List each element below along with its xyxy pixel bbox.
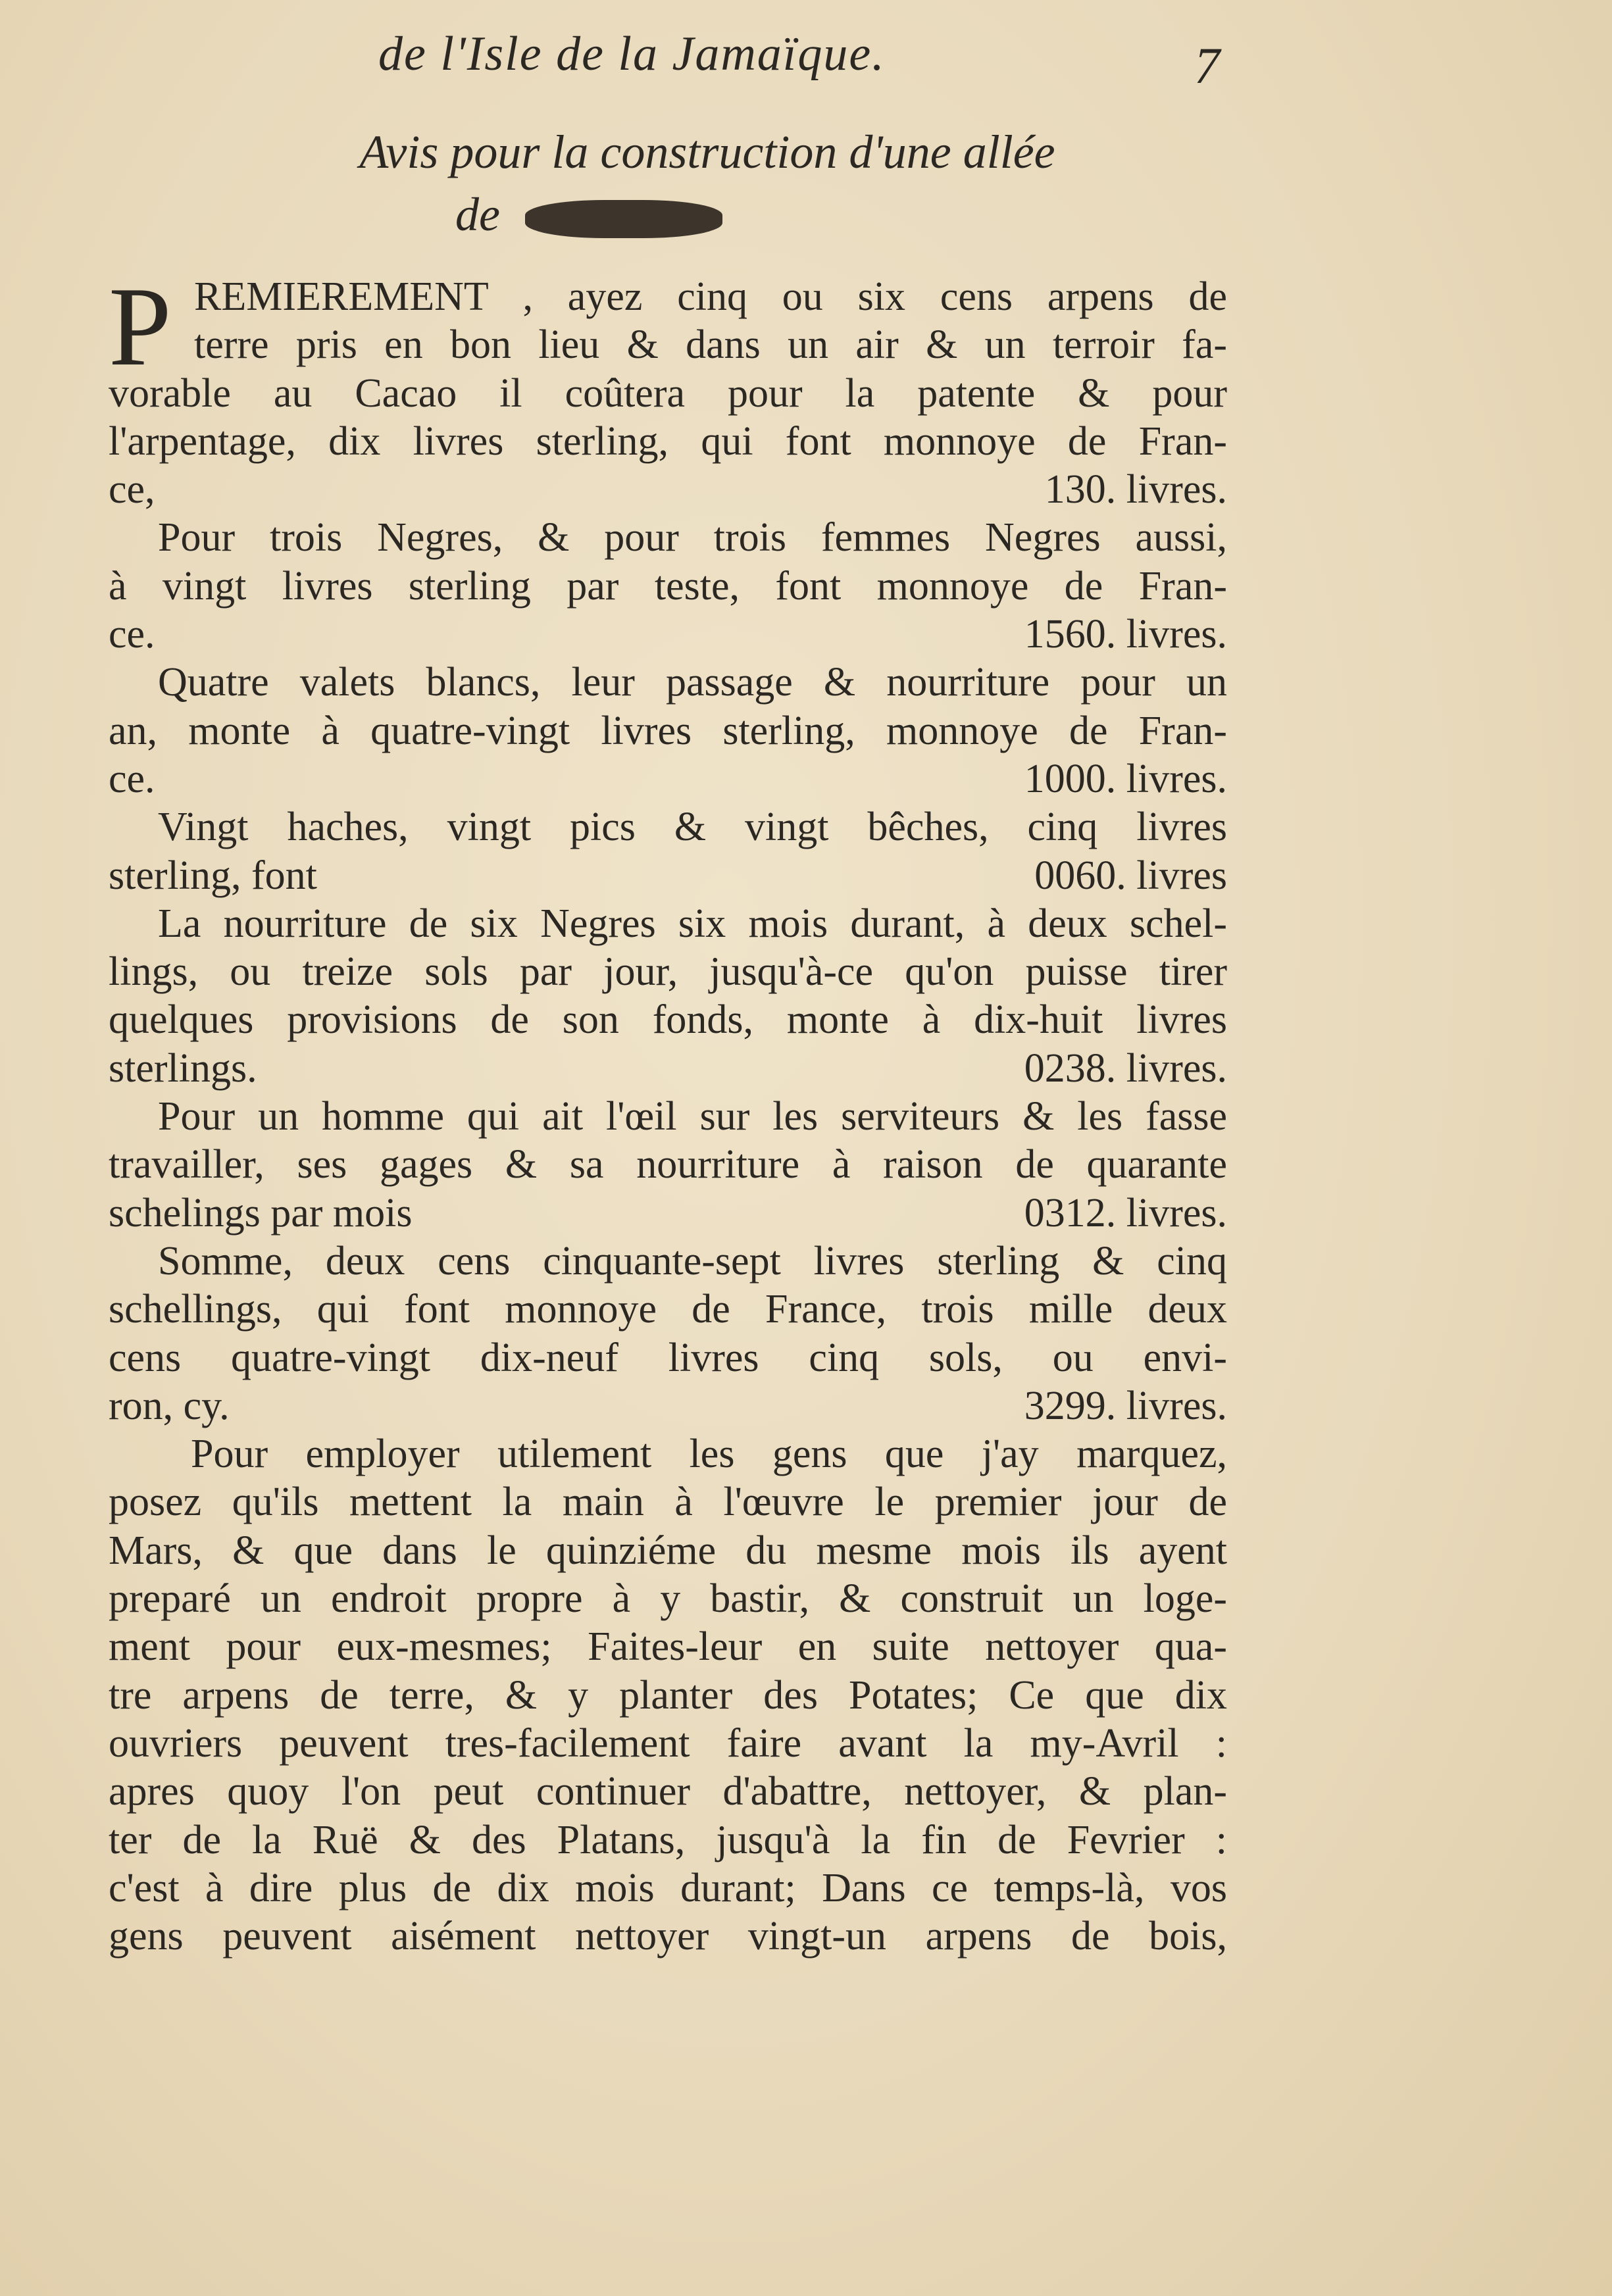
text-line: quelques provisions de son fonds, monte à dix-huit livres — [109, 997, 1227, 1043]
text-line: ce, 130. livres. — [109, 466, 1227, 514]
text-line: ce. 1000. livres. — [109, 755, 1227, 803]
text-line: Mars, & que dans le quinziéme du mesme mois ils ayent — [109, 1528, 1227, 1573]
body-text — [109, 264, 1227, 1960]
text-line: tre arpens de terre, & y planter des Potates; Ce que dix — [109, 1672, 1227, 1718]
amount: 0238. livres. — [1024, 1045, 1227, 1091]
text-line: gens peuvent aisément nettoyer vingt-un arpens de bois, — [109, 1914, 1227, 1959]
text-line: posez qu'ils mettent la main à l'œuvre le premier jour de — [109, 1480, 1227, 1525]
text-line: Somme, deux cens cinquante-sept livres sterling & cinq — [158, 1238, 1227, 1284]
text-line: Quatre valets blancs, leur passage & nourriture pour un — [158, 660, 1227, 705]
text-line: ce. 1560. livres. — [109, 611, 1227, 659]
text-line: REMIEREMENT , ayez cinq ou six cens arpens de — [194, 274, 1227, 319]
ink-blot — [525, 200, 722, 238]
text-line: vorable au Cacao il coûtera pour la patente & pour — [109, 370, 1227, 416]
text-line: schelings par mois 0312. livres. — [109, 1189, 1227, 1237]
section-title-line-1: Avis pour la construction d'une allée — [359, 126, 1055, 178]
page-number: 7 — [1194, 37, 1220, 94]
amount: 0060. livres — [1034, 853, 1227, 898]
text-line: à vingt livres sterling par teste, font monnoye de Fran- — [109, 563, 1227, 609]
text-line: an, monte à quatre-vingt livres sterling, monnoye de Fran- — [109, 708, 1227, 753]
text-line: preparé un endroit propre à y bastir, & construit un loge- — [109, 1576, 1227, 1622]
text-line: La nourriture de six Negres six mois durant, à deux schel- — [158, 901, 1227, 946]
text-line: apres quoy l'on peut continuer d'abattre, nettoyer, & plan- — [109, 1769, 1227, 1814]
text-line: ment pour eux-mesmes; Faites-leur en suite nettoyer qua- — [109, 1624, 1227, 1670]
text-line: sterling, font 0060. livres — [109, 852, 1227, 900]
text-line: sterlings. 0238. livres. — [109, 1045, 1227, 1093]
text-line: cens quatre-vingt dix-neuf livres cinq sols, ou envi- — [109, 1335, 1227, 1380]
amount: 3299. livres. — [1024, 1383, 1227, 1428]
text-line: Pour trois Negres, & pour trois femmes Negres aussi, — [158, 515, 1227, 561]
text-line: l'arpentage, dix livres sterling, qui font monnoye de Fran- — [109, 418, 1227, 464]
section-title-prefix: de — [455, 188, 500, 241]
amount: 0312. livres. — [1024, 1190, 1227, 1235]
text-line: schellings, qui font monnoye de France, trois mille deux — [109, 1287, 1227, 1332]
text-line: lings, ou treize sols par jour, jusqu'à-ce qu'on puisse tirer — [109, 949, 1227, 995]
text-line: travailler, ses gages & sa nourriture à raison de quarante — [109, 1142, 1227, 1187]
text-line: c'est à dire plus de dix mois durant; Dans ce temps-là, vos — [109, 1865, 1227, 1910]
amount: 130. livres. — [1044, 467, 1227, 512]
drop-cap: P — [109, 264, 172, 389]
text-line: Vingt haches, vingt pics & vingt bêches, cinq livres — [158, 805, 1227, 850]
text-line: Pour un homme qui ait l'œil sur les serviteurs & les fasse — [158, 1094, 1227, 1139]
text-line: ter de la Ruë & des Platans, jusqu'à la fin de Fevrier : — [109, 1817, 1227, 1862]
text-line: ron, cy. 3299. livres. — [109, 1382, 1227, 1430]
amount: 1000. livres. — [1024, 756, 1227, 801]
text-line: ouvriers peuvent tres-facilement faire avant la my-Avril : — [109, 1720, 1227, 1766]
text-line: terre pris en bon lieu & dans un air & un terroir fa- — [194, 322, 1227, 368]
amount: 1560. livres. — [1024, 612, 1227, 657]
text-line: Pour employer utilement les gens que j'ay marquez, — [191, 1432, 1227, 1477]
section-title-line-2 — [0, 187, 1395, 242]
running-title: de l'Isle de la Jamaïque. — [378, 27, 886, 81]
